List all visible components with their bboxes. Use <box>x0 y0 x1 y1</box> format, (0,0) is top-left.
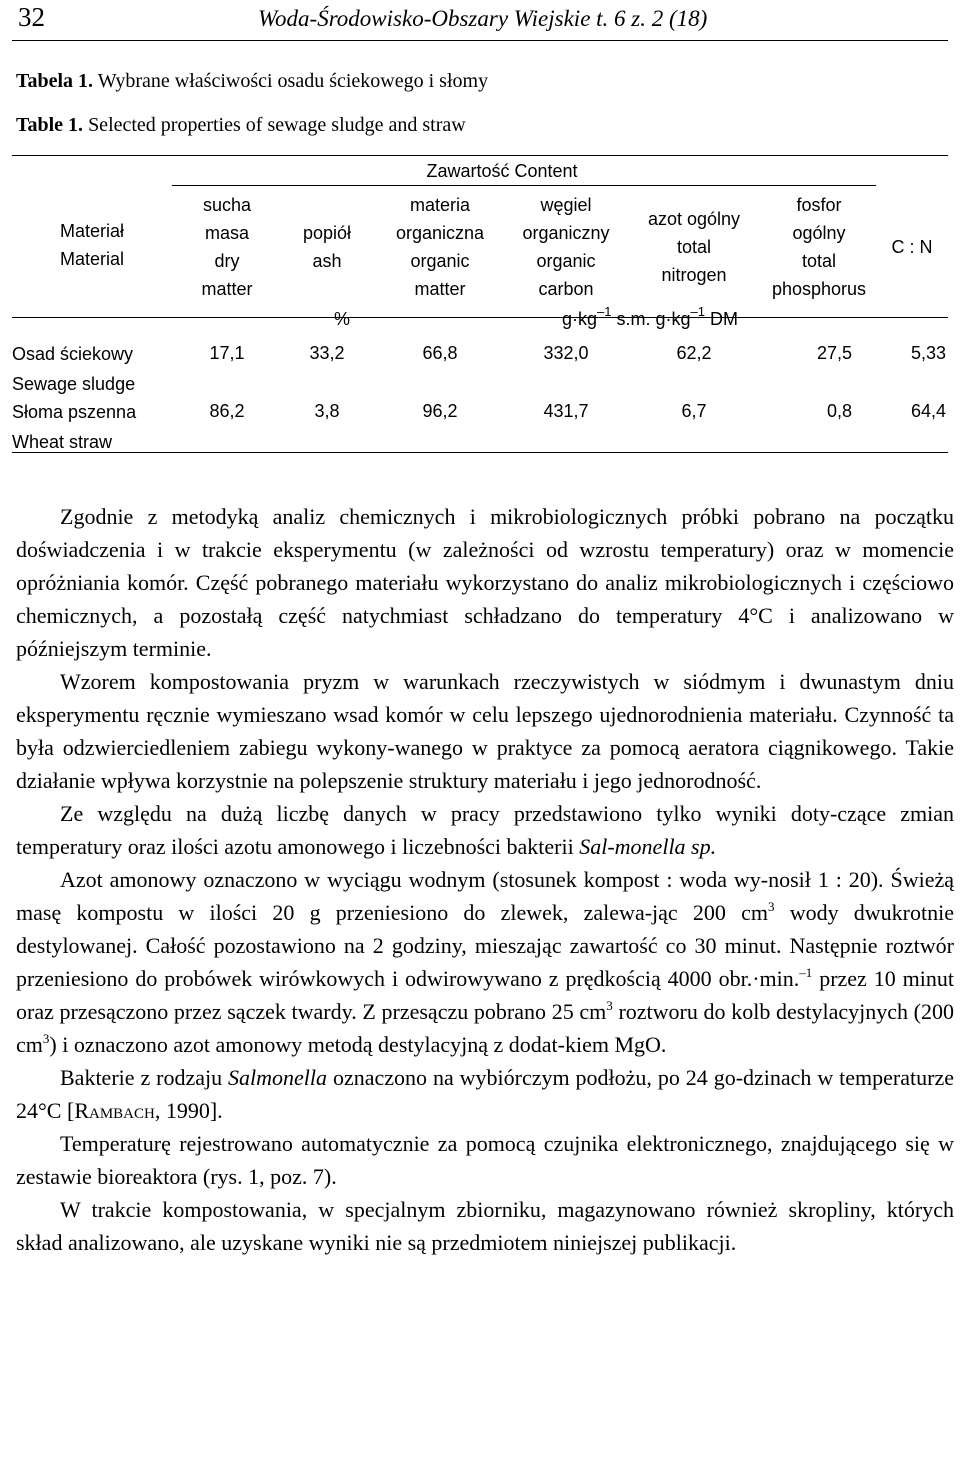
content-header: Zawartość Content <box>426 161 578 181</box>
col-cn-ratio: C : N <box>891 237 933 257</box>
cell-nitrogen-sludge: 62,2 <box>676 343 712 363</box>
col-dry-matter: sucha masa dry matter <box>201 195 253 299</box>
cell-nitrogen-straw: 6,7 <box>681 401 707 421</box>
cell-organic-carbon-sludge: 332,0 <box>543 343 589 363</box>
col-total-phosphorus: fosfor ogólny total phosphorus <box>771 195 867 299</box>
col-ash: popiół ash <box>302 223 352 271</box>
cell-organic-carbon-straw: 431,7 <box>543 401 589 421</box>
material-header: Materiał Material <box>59 221 125 269</box>
cell-phosphorus-straw: 0,8 <box>826 401 852 421</box>
properties-table <box>12 155 948 455</box>
cell-organic-matter-sludge: 66,8 <box>422 343 458 363</box>
table-rule-top <box>12 155 948 156</box>
cell-cn-sludge: 5,33 <box>910 343 946 363</box>
table-caption-pl: Tabela 1. Wybrane właściwości osadu ściekowego i słomy <box>16 70 489 92</box>
cell-ash-sludge: 33,2 <box>309 343 345 363</box>
paragraph-ammonium-method: Azot amonowy oznaczono w wyciągu wodnym (stosunek kompost : woda wy-nosił 1 : 20). Świeżą masę kompostu w ilości 20 g przeniesiono do zlewek, zalewa-jąc 200 $cm^3$ wody dwukrotnie destylowanej. Całość pozostawiono na 2 godziny, mieszając zawartość co 30 minut. Następnie roztwór przeniesiono do probówek wirówkowych i odwirowywano z prędkością 4000 obr.·min.$^{-1}$ przez 10 minut oraz przesączono przez sączek twardy. Z przesączu pobrano 25 $cm^3$ roztworu do kolb destylacyjnych (200 $cm^3$) i oznaczono azot amonowy metodą destylacyjną z dodat-kiem MgO. <box>16 867 955 1057</box>
table-caption-en: Table 1. Selected properties of sewage sludge and straw <box>16 114 466 136</box>
paragraph-temperature: Temperaturę rejestrowano automatycznie za pomocą czujnika elektronicznego, znajdującego się w zestawie bioreaktora (rys. 1, poz. 7). <box>16 1131 954 1189</box>
cell-phosphorus-sludge: 27,5 <box>816 343 852 363</box>
col-total-nitrogen: azot ogólny total nitrogen <box>647 209 741 285</box>
unit-gkg: $g\cdot kg^{-1}$ s.m. $g\cdot kg^{-1}$ DM <box>562 304 738 329</box>
paragraph-condensate: W trakcie kompostowania, w specjalnym zbiorniku, magazynowano również skropliny, których skład analizowano, ale uzyskane wyniki nie są przedmiotem niniejszej publikacji. <box>16 1197 954 1255</box>
paragraph-sampling: Zgodnie z metodyką analiz chemicznych i mikrobiologicznych próbki pobrano na początku doświadczenia i w trakcie eksperymentu (w zależności od wzrostu temperatury) oraz w momencie opróżniania komór. Część pobranego materiału wykorzystano do analiz mikrobiologicznych i częściowo chemicznych, a pozostałą część natychmiast schładzano do temperatury 4°C i analizowano w późniejszym terminie. <box>16 504 954 661</box>
cell-cn-straw: 64,4 <box>910 401 946 421</box>
cell-ash-straw: 3,8 <box>314 401 340 421</box>
col-organic-matter: materia organiczna organic matter <box>395 195 485 299</box>
paragraph-data-scope: Ze względu na dużą liczbę danych w pracy przedstawiono tylko wyniki doty-czące zmian temperatury oraz ilości azotu amonowego i liczebności bakterii Sal-monella sp. <box>16 801 954 859</box>
paragraph-mixing: Wzorem kompostowania pryzm w warunkach rzeczywistych w siódmym i dwunastym dniu eksperymentu ręcznie wymieszano wsad komór w celu lepszego ujednorodnienia materiału. Czynność ta była odzwierciedleniem zabiegu wykony-wanego w praktyce za pomocą aeratora ciągnikowego. Takie działanie wpływa korzystnie na polepszenie struktury materiału i jego jednorodność. <box>16 669 954 793</box>
body-text <box>16 500 954 1259</box>
unit-percent: % <box>333 309 350 329</box>
paragraph-salmonella: Bakterie z rodzaju Salmonella oznaczono na wybiórczym podłożu, po 24 go-dzinach w temperaturze 24°C [Rambach, 1990]. <box>16 1065 954 1123</box>
row-name-sewage-sludge: Osad ściekowy Sewage sludge <box>12 344 136 394</box>
cell-organic-matter-straw: 96,2 <box>422 401 458 421</box>
journal-title: Woda-Środowisko-Obszary Wiejskie t. 6 z. 2 (18) <box>258 6 708 31</box>
row-name-wheat-straw: Słoma pszenna Wheat straw <box>12 402 137 452</box>
page-header <box>0 0 960 50</box>
header-rule <box>12 40 948 41</box>
cell-dry-matter-straw: 86,2 <box>209 401 245 421</box>
cell-dry-matter-sludge: 17,1 <box>209 343 245 363</box>
table-rule-content <box>172 185 876 186</box>
page-number: 32 <box>18 2 45 32</box>
col-organic-carbon: węgiel organiczny organic carbon <box>522 195 610 299</box>
